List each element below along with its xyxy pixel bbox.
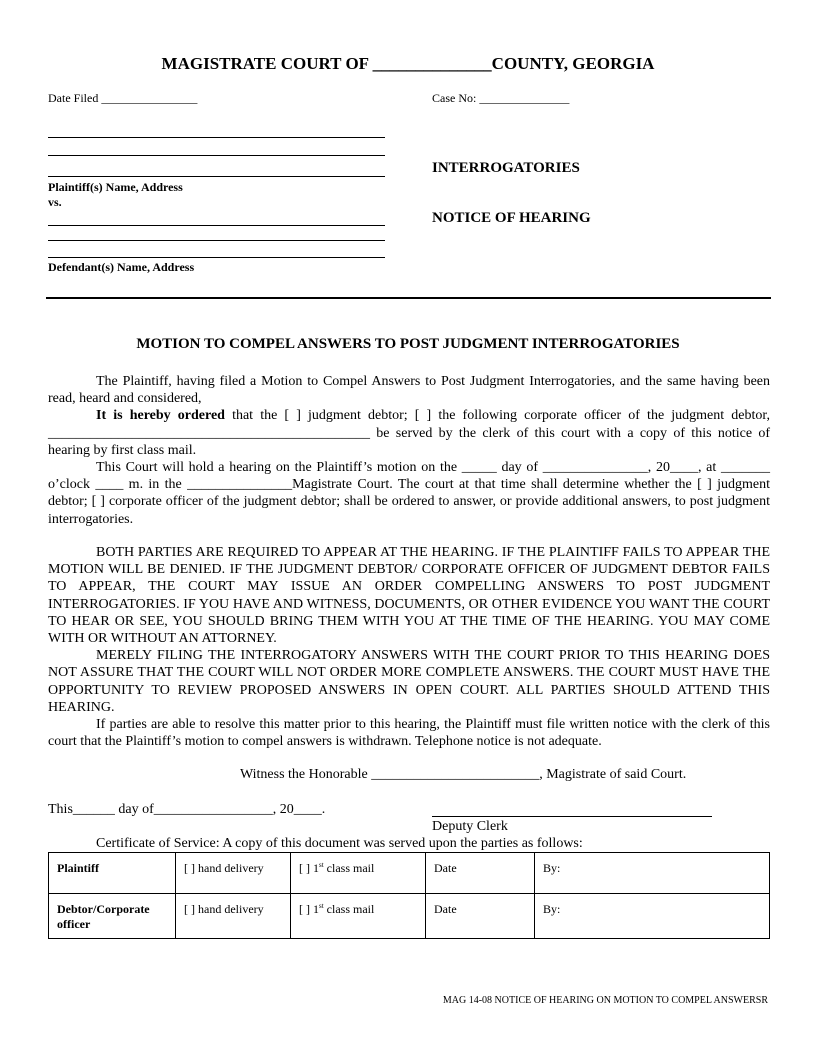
notice-of-hearing-heading: NOTICE OF HEARING <box>432 210 591 226</box>
date-cell: Date <box>426 853 535 894</box>
versus-label: vs. <box>48 195 62 209</box>
service-table <box>48 852 770 939</box>
plaintiff-line-2 <box>48 155 385 156</box>
witness-line: Witness the Honorable ________________________, Magistrate of said Court. <box>240 767 687 782</box>
paragraph-hereby-ordered <box>48 407 770 459</box>
hand-delivery-cell: [ ] hand delivery <box>176 853 291 894</box>
table-row <box>49 894 770 939</box>
table-row <box>49 853 770 894</box>
caption-divider <box>46 297 771 299</box>
by-cell: By: <box>535 894 770 939</box>
order-body <box>48 373 770 528</box>
plaintiff-label: Plaintiff(s) Name, Address <box>48 180 183 194</box>
case-number: Case No: _______________ <box>432 91 570 105</box>
form-footer: MAG 14-08 NOTICE OF HEARING ON MOTION TO COMPEL ANSWERSR <box>442 995 768 1006</box>
this-day-line: This______ day of_________________, 20____. <box>48 802 326 817</box>
date-cell: Date <box>426 894 535 939</box>
mail-prefix: [ ] 1 <box>299 861 319 875</box>
warnings-body <box>48 544 770 750</box>
paragraph-plaintiff-filed: The Plaintiff, having filed a Motion to Compel Answers to Post Judgment Interrogatories, and the same having been read, heard and considered, <box>48 374 770 407</box>
plaintiff-line-1 <box>48 137 385 138</box>
hereby-ordered-text: that the [ ] judgment debtor; [ ] the following corporate officer of the judgment debtor, ______________________________________________ be served by the clerk of this court with a copy of this notice of hearing by first class mail. <box>48 408 770 458</box>
certificate-of-service: Certificate of Service: A copy of this document was served upon the parties as follows: <box>96 836 583 851</box>
mail-prefix: [ ] 1 <box>299 902 319 916</box>
mail-cell <box>291 853 426 894</box>
defendant-line-3 <box>48 257 385 258</box>
defendant-label: Defendant(s) Name, Address <box>48 260 195 274</box>
motion-title: MOTION TO COMPEL ANSWERS TO POST JUDGMENT INTERROGATORIES <box>136 336 680 352</box>
mail-suffix: class mail <box>323 902 375 916</box>
paragraph-both-parties: BOTH PARTIES ARE REQUIRED TO APPEAR AT THE HEARING. IF THE PLAINTIFF FAILS TO APPEAR THE MOTION WILL BE DENIED. IF THE JUDGMENT DEBTOR/ CORPORATE OFFICER OF JUDGMENT DEBTOR FAILS TO APPEAR, THE COURT MAY ISSUE AN ORDER COMPELLING ANSWERS TO POST JUDGMENT INTERROGATORIES. IF YOU HAVE AND WITNESS, DOCUMENTS, OR OTHER EVIDENCE YOU WANT THE COURT TO HEAR OR SEE, YOU SHOULD BRING THEM WITH YOU AT THE TIME OF THE HEARING. YOU MAY COME WITH OR WITHOUT AN ATTORNEY. <box>48 545 770 647</box>
defendant-line-1 <box>48 225 385 226</box>
interrogatories-heading: INTERROGATORIES <box>432 160 580 176</box>
mail-cell <box>291 894 426 939</box>
deputy-clerk-label: Deputy Clerk <box>432 819 508 834</box>
date-filed: Date Filed ________________ <box>48 91 198 105</box>
paragraph-resolve-matter: If parties are able to resolve this matter prior to this hearing, the Plaintiff must file written notice with the clerk of this court that the Plaintiff’s motion to compel answers is withdrawn. Telephone notice is not adequate. <box>48 717 770 750</box>
party-cell: Debtor/Corporate officer <box>49 894 176 939</box>
plaintiff-line-3 <box>48 176 385 177</box>
mail-superscript: st <box>319 861 324 869</box>
mail-superscript: st <box>319 902 324 910</box>
mail-suffix: class mail <box>323 861 375 875</box>
defendant-line-2 <box>48 240 385 241</box>
paragraph-hearing-schedule: This Court will hold a hearing on the Plaintiff’s motion on the _____ day of _______________, 20____, at _______ o’clock ____ m. in the _______________Magistrate Court. The court at that time shall determine whether the [ ] judgment debtor; [ ] corporate officer of the judgment debtor; shall be ordered to answer, or provide additional answers, to post judgment interrogatories. <box>48 460 770 527</box>
by-cell: By: <box>535 853 770 894</box>
deputy-clerk-signature-line <box>432 816 712 817</box>
paragraph-merely-filing: MERELY FILING THE INTERROGATORY ANSWERS WITH THE COURT PRIOR TO THIS HEARING DOES NOT ASSURE THAT THE COURT WILL NOT ORDER MORE COMPLETE ANSWERS. THE COURT MUST HAVE THE OPPORTUNITY TO REVIEW PROPOSED ANSWERS IN OPEN COURT. ALL PARTIES SHOULD ATTEND THIS HEARING. <box>48 648 770 715</box>
hereby-ordered-bold: It is hereby ordered <box>96 408 225 424</box>
court-title: MAGISTRATE COURT OF ______________COUNTY, GEORGIA <box>161 54 655 73</box>
hand-delivery-cell: [ ] hand delivery <box>176 894 291 939</box>
party-cell: Plaintiff <box>49 853 176 894</box>
